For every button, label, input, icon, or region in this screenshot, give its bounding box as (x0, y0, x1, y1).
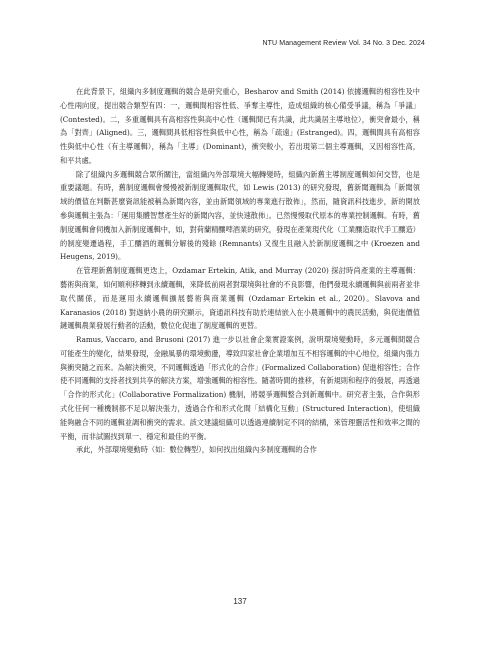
paragraph-2: 除了組織內多邏輯競合眾所關注，當組織內外部環境大幅轉變時，組織內新舊主導制度邏輯如何交替，也是重要議題。有時，舊制度邏輯會慢慢被新制度邏輯取代，如 Lewis (2013) 的研究發現，舊新聞邏輯為「新聞領域的價值在判斷甚麼資訊能被稱為新聞內容，並由新聞領域的專業進行散佈」，然而，隨資訊科技進步，新的開放參與邏輯主張為：「運用集體智慧產生好的新聞內容，並快速散佈」。已然慢慢取代原本的專業控制邏輯。有時，舊制度邏輯會伺機加入新制度邏輯中，如，對荷蘭精釀啤酒業的研究，發現在產業現代化（工業釀造取代手工釀造）的制度變遷過程，手工釀酒的邏輯分解後的殘餘 (Remnants) 又復生且融入於新制度邏輯之中 (Kroezen and Heugens, 2019)。 (60, 169, 420, 262)
paragraph-3: 在管理新舊制度邏輯更迭上，Ozdamar Ertekin, Atik, and Murray (2020) 探討時尚產業的主導邏輯：藝術與商業，如何順利移轉到永續邏輯，來降低前兩者對環境與社會的不良影響，他們發現永續邏輯與前兩者並非取代關係，而是運用永續邏輯擴展藝術與商業邏輯 (Ozdamar Ertekin et al., 2020)。Slavova and Karanasios (2018) 對迦納小農的研究顯示，資通訊科技有助於連結嵌入在小農邏輯中的農民活動，與促進價值鏈邏輯農業發展行動者的活動，數位化促進了制度邏輯的更替。 (60, 266, 420, 331)
paragraph-5: 承此，外部環境變動時（如：數位轉型），如何找出組織內多制度邏輯的合作 (76, 445, 317, 455)
running-header: NTU Management Review Vol. 34 No. 3 Dec. 2024 (262, 40, 425, 47)
page-number: 137 (233, 597, 247, 606)
paragraph-4: Ramus, Vaccaro, and Brusoni (2017) 進一步以社會企業實證案例，說明環境變動時，多元邏輯間競合可能產生的變化，結果發現，金融風暴的環境動盪，導致四家社會企業增加互不相容邏輯的中心地位，組織內張力與衝突隨之而來。為解決衝突，不同邏輯透過「形式化的合作」(Formalized Collaboration) 促進相容性；合作使不同邏輯的支持者找到共享的解決方案，增強邏輯的相容性。隨著時間的推移，有新規則和程序的發展，再透過「合作的形式化」(Collaborative Formalization) 機制，將競爭邏輯整合到新邏輯中。研究者主張，合作與形式化任何一種機制都不足以解決張力，透過合作和形式化間「結構化互動」(Structured Interaction)，使組織能夠融合不同的邏輯並調和衝突的需求。該文建議組織可以透過連續制定不同的結構，來管理靈活性和效率之間的平衡，而非試圖找到單一、穩定和最佳的平衡。 (60, 335, 420, 441)
paragraph-1: 在此背景下，組織內多制度邏輯的競合是研究重心，Besharov and Smith (2014) 依據邏輯的相容性及中心性兩向度，提出競合類型有四：一，邏輯間相容性低、爭奪主導性，造成組織的核心備受爭議，稱為「爭議」(Contested)。二，多重邏輯具有高相容性與高中心性（邏輯間已有共識，此共識居主導地位），衝突會最小，稱為「對齊」(Aligned)。三，邏輯間具低相容性與低中心性，稱為「疏遠」(Estranged)。四，邏輯間具有高相容性與低中心性（有主導邏輯），稱為「主導」(Dominant)，衝突較小，若出現第二個主導邏輯，又因相容性高，和平共處。 (60, 87, 420, 165)
article-body (60, 85, 420, 457)
